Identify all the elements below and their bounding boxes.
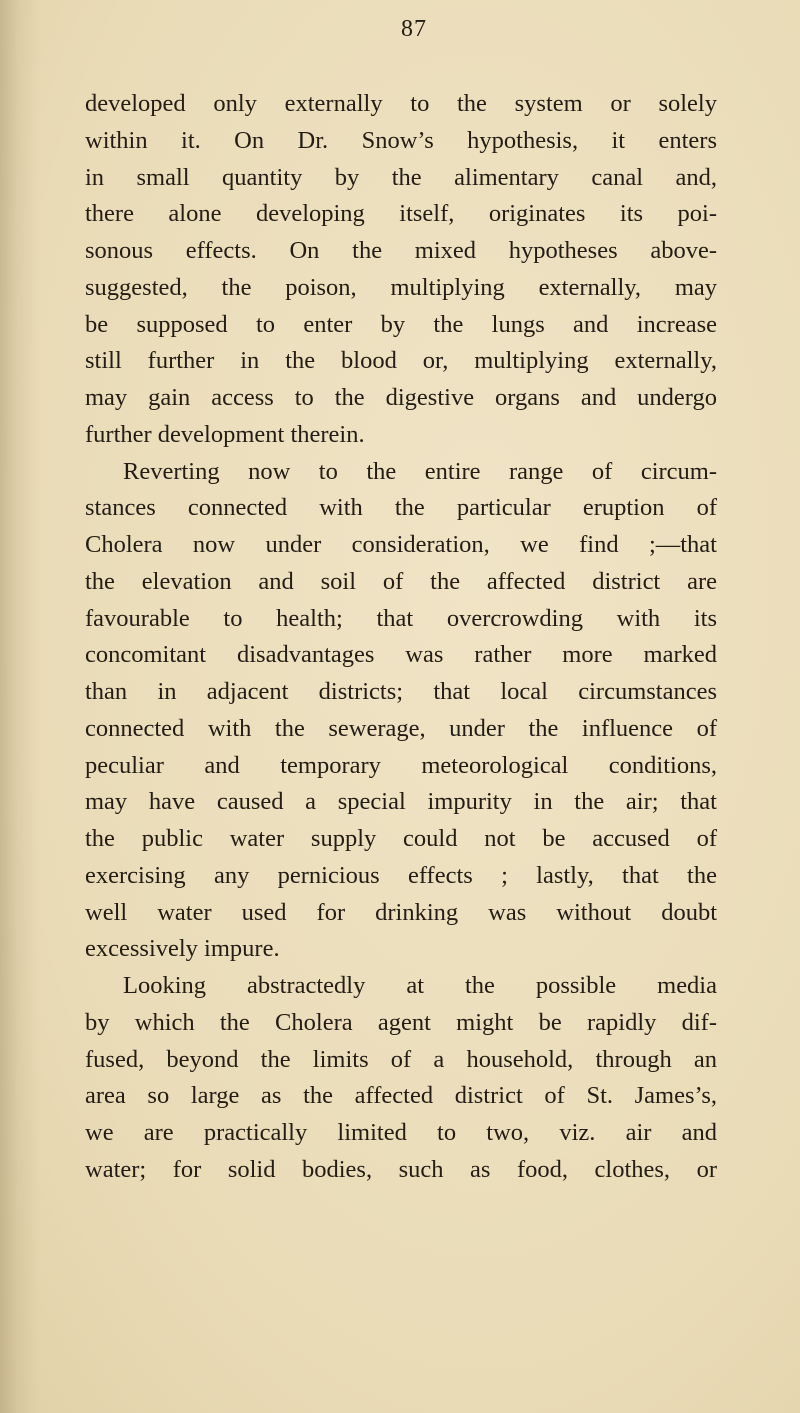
page-number: 87 — [401, 16, 427, 42]
paragraph-end-line: further development therein. — [85, 420, 365, 448]
text-line: connected with the sewerage, under the influence of — [85, 714, 717, 742]
text-line: may gain access to the digestive organs and undergo — [85, 384, 717, 411]
text-line: in small quantity by the alimentary canal and, — [85, 163, 717, 191]
text-line: Cholera now under consideration, we find ;—that — [85, 531, 717, 558]
text-line: fused, beyond the limits of a household, through an — [85, 1045, 717, 1073]
paragraph-start-line: Looking abstractedly at the possible media — [123, 972, 717, 999]
text-line: developed only externally to the system or solely — [85, 90, 717, 117]
text-line: be supposed to enter by the lungs and increase — [85, 310, 717, 338]
text-line: favourable to health; that overcrowding with its — [85, 604, 717, 632]
paragraph-end-line: excessively impure. — [85, 935, 280, 963]
text-line: sonous effects. On the mixed hypotheses above- — [85, 237, 717, 264]
text-line: concomitant disadvantages was rather more marked — [85, 641, 717, 669]
text-line: within it. On Dr. Snow’s hypothesis, it enters — [85, 126, 717, 154]
text-line: there alone developing itself, originates its poi- — [85, 200, 717, 228]
text-line: well water used for drinking was without doubt — [85, 898, 717, 926]
text-line: area so large as the affected district of St. James’s, — [85, 1082, 717, 1110]
text-line: stances connected with the particular eruption of — [85, 494, 717, 522]
text-line: we are practically limited to two, viz. air and — [85, 1119, 717, 1146]
text-line: the elevation and soil of the affected district are — [85, 567, 717, 595]
body-text — [85, 86, 717, 1189]
text-line: peculiar and temporary meteorological conditions, — [85, 751, 717, 779]
text-line: by which the Cholera agent might be rapidly dif- — [85, 1008, 717, 1036]
text-line: exercising any pernicious effects ; lastly, that the — [85, 861, 717, 889]
text-line: water; for solid bodies, such as food, clothes, or — [85, 1155, 717, 1183]
text-line: suggested, the poison, multiplying externally, may — [85, 273, 717, 301]
paragraph-start-line: Reverting now to the entire range of circum- — [123, 457, 717, 485]
text-line: still further in the blood or, multiplying externally, — [85, 347, 717, 375]
text-line: than in adjacent districts; that local circumstances — [85, 678, 717, 705]
text-line: may have caused a special impurity in the air; that — [85, 788, 717, 816]
text-line: the public water supply could not be accused of — [85, 825, 717, 852]
